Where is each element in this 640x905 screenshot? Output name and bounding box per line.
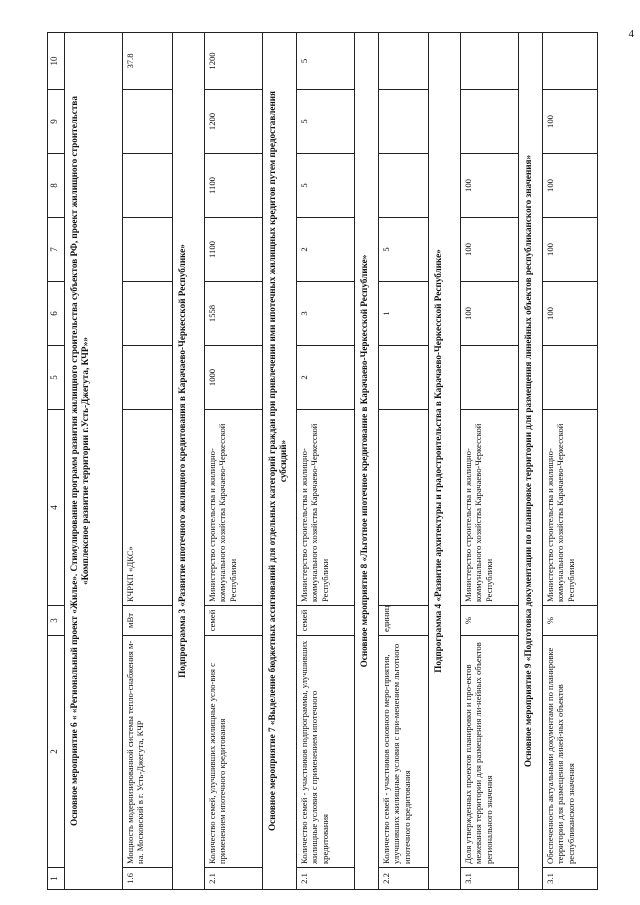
value-cell: [123, 282, 173, 346]
header-cell: 10: [48, 33, 65, 90]
value-cell: [123, 346, 173, 410]
header-cell: 3: [48, 606, 65, 636]
unit-cell: %: [543, 606, 598, 636]
value-cell: 1100: [205, 218, 263, 282]
executor-cell: [379, 410, 429, 606]
value-cell: [123, 218, 173, 282]
section-title: Основное мероприятие 8 «Льготное ипотечное кредитование в Карачаево-Черкесской Республике»: [355, 33, 379, 890]
table-row: [205, 33, 263, 890]
section-row: [429, 33, 461, 890]
indicators-table: [47, 32, 598, 890]
header-cell: 5: [48, 346, 65, 410]
header-cell: 9: [48, 90, 65, 154]
value-cell: 1558: [205, 282, 263, 346]
row-number: 2.1: [297, 868, 355, 890]
value-cell: 100: [543, 282, 598, 346]
value-cell: [123, 154, 173, 218]
value-cell: [543, 33, 598, 90]
value-cell: 5: [297, 33, 355, 90]
value-cell: [461, 90, 519, 154]
row-number: 3.1: [543, 868, 598, 890]
section-title: Подпрограмма 3 «Развитие ипотечного жилищного кредитования в Карачаево-Черкесской Республике»: [173, 33, 205, 890]
indicator-name: Обеспеченность актуальными документами по планировке территории для размещения линей-ных объектов республиканского значения: [543, 636, 598, 868]
row-number: 3.1: [461, 868, 519, 890]
section-title: Основное мероприятие 6 « «Региональный проект «Жилье». Стимулирование программ развития жилищного строительства субъектов РФ, проект жилищного строительства «Комплексное развитие территории г.Усть-Джегута, КЧР»»: [65, 33, 123, 890]
value-cell: [461, 33, 519, 90]
row-number: 2.1: [205, 868, 263, 890]
table-row: [297, 33, 355, 890]
indicator-name: Количество семей - участников основного меро-приятия, улучшивших жилищные условия с при-менением льготного ипотечного кредитования: [379, 636, 429, 868]
unit-cell: единиц: [379, 606, 429, 636]
rotated-table-frame: [47, 33, 622, 890]
value-cell: 1100: [205, 154, 263, 218]
section-title: Подпрограмма 4 «Развитие архитектуры и градостроительства в Карачаево-Черкесской Республике»: [429, 33, 461, 890]
value-cell: 5: [379, 218, 429, 282]
value-cell: [379, 33, 429, 90]
unit-cell: семей: [297, 606, 355, 636]
value-cell: 37.8: [123, 33, 173, 90]
value-cell: [379, 346, 429, 410]
value-cell: [379, 154, 429, 218]
row-number: 1.6: [123, 868, 173, 890]
header-cell: 8: [48, 154, 65, 218]
unit-cell: %: [461, 606, 519, 636]
value-cell: [543, 346, 598, 410]
unit-cell: семей: [205, 606, 263, 636]
executor-cell: КЧРКП «ДКС»: [123, 410, 173, 606]
page-number: 4: [628, 28, 634, 40]
value-cell: 100: [461, 218, 519, 282]
value-cell: 100: [543, 218, 598, 282]
value-cell: 2: [297, 218, 355, 282]
section-row: [355, 33, 379, 890]
table-row: [461, 33, 519, 890]
table-row: [123, 33, 173, 890]
section-title: Основное мероприятие 7 «Выделение бюджетных ассигнований для отдельных категорий граждан при привлечении ими ипотечных жилищных кредитов путем предоставления субсидий»: [263, 33, 297, 890]
value-cell: 100: [543, 154, 598, 218]
header-cell: 6: [48, 282, 65, 346]
unit-cell: мВт: [123, 606, 173, 636]
header-cell: 7: [48, 218, 65, 282]
section-row: [263, 33, 297, 890]
executor-cell: Министерство строительства и жилищно-коммунального хозяйства Карачаево-Черкесской Республики: [205, 410, 263, 606]
executor-cell: Министерство строительства и жилищно-коммунального хозяйства Карачаево-Черкесской Республики: [461, 410, 519, 606]
value-cell: [123, 90, 173, 154]
rotated-table-sheet: [47, 33, 622, 890]
row-number: 2.2: [379, 868, 429, 890]
table-row: [379, 33, 429, 890]
executor-cell: Министерство строительства и жилищно-коммунального хозяйства Карачаево-Черкесской Республики: [297, 410, 355, 606]
value-cell: [379, 90, 429, 154]
value-cell: 100: [461, 154, 519, 218]
value-cell: 5: [297, 154, 355, 218]
indicator-name: Количество семей - участников подпрограммы, улучшивших жилищные условия с применением ипотечного кредитования: [297, 636, 355, 868]
section-row: [173, 33, 205, 890]
value-cell: 1: [379, 282, 429, 346]
indicator-name: Мощность модернизированной системы тепло-снабжения м-на. Московский в г. Усть-Джегута, КЧР: [123, 636, 173, 868]
indicator-name: Количество семей, улучшивших жилищные усло-вия с применением ипотечного кредитования: [205, 636, 263, 868]
value-cell: 3: [297, 282, 355, 346]
section-row: [65, 33, 123, 890]
value-cell: 1200: [205, 33, 263, 90]
section-row: [519, 33, 543, 890]
table-row: [543, 33, 598, 890]
value-cell: [461, 346, 519, 410]
header-cell: 4: [48, 410, 65, 606]
indicator-name: Доля утвержденных проектов планировки и про-ектов межевания территории для размещения ли-нейных объектов регионального значения: [461, 636, 519, 868]
header-row: [48, 33, 65, 890]
section-title: Основное мероприятие 9 «Подготовка документации по планировке территории для размещения линейных объектов республиканского значения»: [519, 33, 543, 890]
value-cell: 100: [543, 90, 598, 154]
value-cell: 2: [297, 346, 355, 410]
header-cell: 1: [48, 868, 65, 890]
header-cell: 2: [48, 636, 65, 868]
value-cell: 5: [297, 90, 355, 154]
value-cell: 1200: [205, 90, 263, 154]
value-cell: 1000: [205, 346, 263, 410]
executor-cell: Министерство строительства и жилищно-коммунального хозяйства Карачаево-Черкесской Республики: [543, 410, 598, 606]
value-cell: 100: [461, 282, 519, 346]
